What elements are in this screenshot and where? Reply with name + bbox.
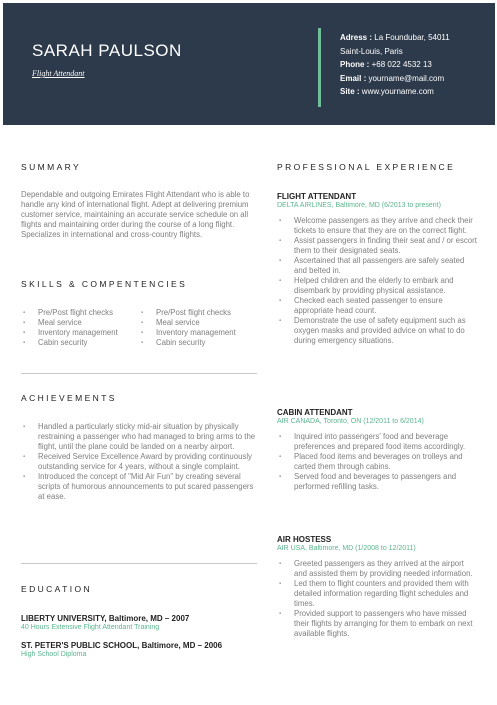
duty-item: ▪ Checked each seated passenger to ensure appropriate head count. xyxy=(277,296,477,316)
education-subtitle: High School Diploma xyxy=(21,651,87,658)
job-entry xyxy=(277,408,477,492)
contact-block xyxy=(340,31,450,99)
skills-grid xyxy=(21,308,257,348)
section-divider xyxy=(21,373,257,374)
job-employer: DELTA AIRLINES, Baltimore, MD (6/2013 to present) xyxy=(277,202,441,209)
achievements-section xyxy=(21,393,257,502)
experience-section xyxy=(277,162,477,346)
education-heading: EDUCATION xyxy=(21,584,93,594)
duty-item: ▪ Welcome passengers as they arrive and check their tickets to ensure that they are on the correct flight. xyxy=(277,216,477,236)
site-value[interactable]: www.yourname.com xyxy=(361,87,434,96)
job-entry xyxy=(277,192,477,346)
skills-list-right xyxy=(139,308,257,348)
skill-item: ▪ Pre/Post flight checks xyxy=(21,308,139,318)
candidate-title: Flight Attendant xyxy=(32,69,85,78)
education-title: LIBERTY UNIVERSITY, Baltimore, MD – 2007 xyxy=(21,614,190,623)
duty-item: ▪ Demonstrate the use of safety equipment such as oxygen masks and provided advice on what to do during emergency situations. xyxy=(277,316,477,346)
site-row xyxy=(340,85,450,99)
achievement-item: ▪ Received Service Excellence Award by providing continuously outstanding service for 4 years, without a single complaint. xyxy=(21,452,257,472)
address-line2: Saint-Louis, Paris xyxy=(340,46,403,56)
job-entry xyxy=(277,535,477,639)
email-label: Email : xyxy=(340,73,367,83)
summary-text: Dependable and outgoing Emirates Flight Attendant who is able to handle any kind of international flight. Adept at delivering premium customer service, maintaining an accurate service schedule on all flights and maintaining order during the course of a long flight. Specializes in international and cross-country flights. xyxy=(21,190,250,239)
skills-heading: SKILLS & COMPENTENCIES xyxy=(21,279,188,289)
job-duties xyxy=(277,559,477,639)
achievements-heading: ACHIEVEMENTS xyxy=(21,393,117,403)
job-title: FLIGHT ATTENDANT xyxy=(277,192,357,201)
skills-list-left xyxy=(21,308,139,348)
job-employer: AIR CANADA, Toronto, ON (12/2011 to 6/2014) xyxy=(277,418,424,425)
achievements-list xyxy=(21,422,257,502)
duty-item: ▪ Placed food items and beverages on trolleys and carted them through cabins. xyxy=(277,452,477,472)
achievement-item: ▪ Handled a particularly sticky mid-air situation by physically restraining a passenger who had managed to bring arms to the flight, until the plane could be landed on a nearby airport. xyxy=(21,422,257,452)
duty-item: ▪ Greeted passengers as they arrived at the airport and assisted them by providing needed information. xyxy=(277,559,477,579)
address-label: Adress : xyxy=(340,33,373,42)
education-entry xyxy=(21,641,261,658)
duty-item: ▪ Led them to flight counters and provided them with detailed information regarding flight schedules and times. xyxy=(277,579,477,609)
duty-item: ▪ Served food and beverages to passengers and performed refilling tasks. xyxy=(277,472,477,492)
address-row-2 xyxy=(340,45,450,59)
skill-item: ▪ Pre/Post flight checks xyxy=(139,308,257,318)
job-employer: AIR USA, Baltimore, MD (1/2008 to 12/2011) xyxy=(277,545,416,552)
education-subtitle: 40 Hours Extensive Flight Attendant Training xyxy=(21,624,160,631)
job-title: CABIN ATTENDANT xyxy=(277,408,353,417)
duty-item: ▪ Provided support to passengers who have missed their flights by arranging for them to embark on next available flights. xyxy=(277,609,477,639)
job-title: AIR HOSTESS xyxy=(277,535,332,544)
skill-item: ▪ Meal service xyxy=(139,318,257,328)
resume-header xyxy=(3,3,495,125)
duty-item: ▪ Assist passengers in finding their seat and / or escort them to their designated seats. xyxy=(277,236,477,256)
email-value[interactable]: yourname@mail.com xyxy=(368,73,445,83)
accent-bar xyxy=(318,28,321,107)
duty-item: ▪ Ascertained that all passengers are safely seated and belted in. xyxy=(277,256,477,276)
phone-value: +68 022 4532 13 xyxy=(371,60,432,69)
education-title: ST. PETER'S PUBLIC SCHOOL, Baltimore, MD – 2006 xyxy=(21,641,223,650)
skill-item: ▪ Inventory management xyxy=(139,328,257,338)
summary-heading: SUMMARY xyxy=(21,162,82,172)
education-section xyxy=(21,584,261,658)
section-divider xyxy=(21,563,257,564)
skill-item: ▪ Cabin security xyxy=(21,338,139,348)
skills-section xyxy=(21,279,257,348)
skill-item: ▪ Cabin security xyxy=(139,338,257,348)
address-row xyxy=(340,31,450,45)
job-duties xyxy=(277,432,477,492)
education-entry xyxy=(21,614,261,631)
site-label: Site : xyxy=(340,87,360,96)
phone-label: Phone : xyxy=(340,60,370,69)
skill-item: ▪ Inventory management xyxy=(21,328,139,338)
summary-section xyxy=(21,162,257,240)
job-duties xyxy=(277,216,477,346)
phone-row xyxy=(340,58,450,72)
experience-heading: PROFESSIONAL EXPERIENCE xyxy=(277,162,456,172)
duty-item: ▪ Inquired into passengers' food and beverage preferences and prepared food items accordingly. xyxy=(277,432,477,452)
duty-item: ▪ Helped children and the elderly to embark and disembark by providing physical assistance. xyxy=(277,276,477,296)
skill-item: ▪ Meal service xyxy=(21,318,139,328)
email-row xyxy=(340,72,450,86)
achievement-item: ▪ Introduced the concept of "Mid Air Fun" by creating several scripts of humorous announcements to put scared passengers at ease. xyxy=(21,472,257,502)
address-line1: La Foundubar, 54011 xyxy=(374,33,450,42)
candidate-name: SARAH PAULSON xyxy=(32,41,182,60)
